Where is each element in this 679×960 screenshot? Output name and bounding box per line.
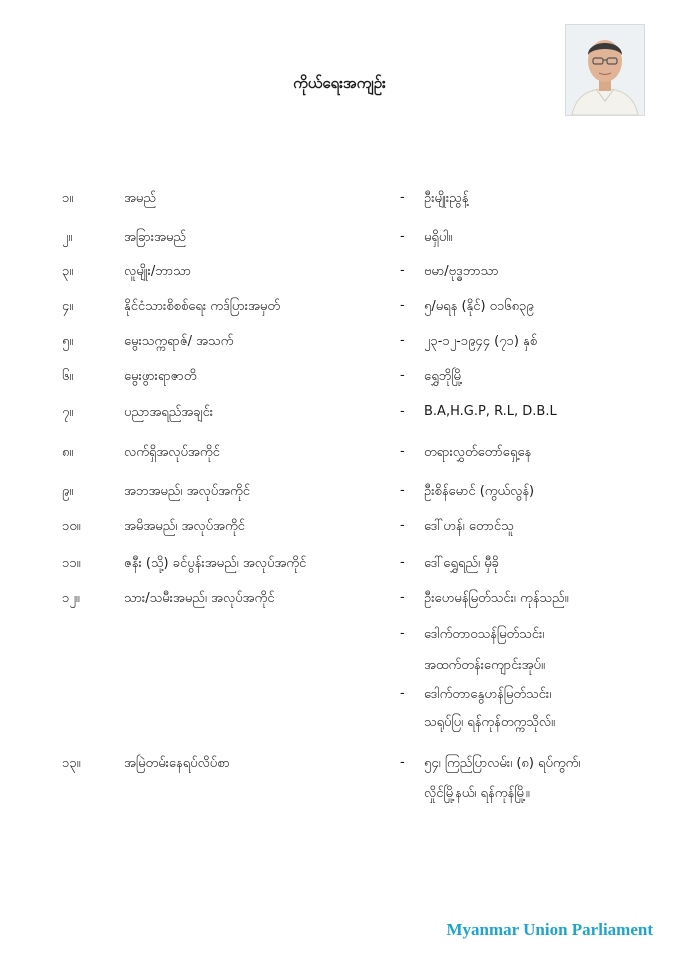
row-number: ၅။ bbox=[62, 334, 74, 349]
row-label: အမိအမည်၊ အလုပ်အကိုင် bbox=[124, 519, 245, 534]
row-number: ၁၃။ bbox=[62, 756, 81, 771]
row-value: မရှိပါ။ bbox=[424, 230, 453, 245]
row-number: ၈။ bbox=[62, 445, 74, 460]
row-value: ၅၄၊ ကြည်ပြာလမ်း၊ (၈) ရပ်ကွက်၊ bbox=[424, 756, 581, 771]
list-item bbox=[0, 190, 679, 216]
row-number: ၁၀။ bbox=[62, 519, 81, 534]
row-label: လက်ရှိအလုပ်အကိုင် bbox=[124, 445, 220, 460]
row-value: တရားလွှတ်တော်ရှေ့နေ bbox=[424, 445, 532, 460]
row-dash: - bbox=[400, 404, 405, 419]
row-value: အထက်တန်းကျောင်းအုပ်။ bbox=[424, 658, 545, 673]
row-label: မွေးဖွားရာဇာတိ bbox=[124, 369, 197, 384]
list-item bbox=[0, 590, 679, 616]
row-dash: - bbox=[400, 263, 405, 278]
list-item bbox=[0, 333, 679, 359]
row-number: ၃။ bbox=[62, 264, 74, 279]
row-value: ဒေါ်ဟန်၊ တောင်သူ bbox=[424, 519, 514, 534]
row-number: ၁၂။ bbox=[62, 591, 80, 606]
list-item bbox=[0, 755, 679, 781]
row-label: မွေးသက္ကရာဇ်/ အသက် bbox=[124, 334, 234, 349]
page-title: ကိုယ်ရေးအကျဉ်း bbox=[293, 74, 386, 92]
list-item bbox=[0, 686, 679, 712]
row-dash: - bbox=[400, 755, 405, 770]
portrait-photo bbox=[565, 24, 645, 116]
list-item bbox=[0, 555, 679, 581]
row-dash: - bbox=[400, 518, 405, 533]
list-item bbox=[0, 518, 679, 544]
row-dash: - bbox=[400, 444, 405, 459]
list-item bbox=[0, 444, 679, 470]
list-item bbox=[0, 626, 679, 652]
row-number: ၉။ bbox=[62, 484, 74, 499]
row-dash: - bbox=[400, 686, 405, 701]
row-value: ဦးစိန်မောင် (ကွယ်လွန်) bbox=[424, 484, 535, 499]
row-number: ၁၁။ bbox=[62, 556, 81, 571]
row-dash: - bbox=[400, 190, 405, 205]
row-label: ဇနီး (သို့) ခင်ပွန်းအမည်၊ အလုပ်အကိုင် bbox=[124, 556, 307, 571]
row-number: ၆။ bbox=[62, 369, 74, 384]
row-value: ဦးမျိုးညွန့် bbox=[424, 191, 469, 206]
list-item bbox=[0, 483, 679, 509]
row-value: ဒေါက်တာနွေဟန်မြတ်သင်း၊ bbox=[424, 687, 552, 702]
row-value: လှိုင်မြို့နယ်၊ ရန်ကုန်မြို့။ bbox=[424, 786, 530, 801]
row-number: ၂။ bbox=[62, 230, 73, 245]
list-item bbox=[0, 657, 679, 683]
row-number: ၇။ bbox=[62, 405, 74, 420]
portrait-image bbox=[566, 25, 644, 115]
row-value: ဒေါက်တာဝသန်မြတ်သင်း၊ bbox=[424, 627, 545, 642]
list-item bbox=[0, 404, 679, 430]
row-dash: - bbox=[400, 483, 405, 498]
list-item bbox=[0, 368, 679, 394]
row-dash: - bbox=[400, 590, 405, 605]
row-value: B.A,H.G.P, R.L, D.B.L bbox=[424, 404, 557, 419]
row-label: အဘအမည်၊ အလုပ်အကိုင် bbox=[124, 484, 250, 499]
row-label: နိုင်ငံသားစိစစ်ရေး ကဒ်ပြားအမှတ် bbox=[124, 299, 281, 314]
list-item bbox=[0, 714, 679, 740]
row-value: ရွှေဘိုမြို့ bbox=[424, 369, 463, 384]
row-label: လူမျိုး/ဘာသာ bbox=[124, 264, 191, 279]
row-value: ဗမာ/ဗုဒ္ဓဘာသာ bbox=[424, 264, 499, 279]
row-label: အခြားအမည် bbox=[124, 230, 187, 245]
row-label: သား/သမီးအမည်၊ အလုပ်အကိုင် bbox=[124, 591, 275, 606]
row-value: ဦးဟေမန်မြတ်သင်း၊ ကုန်သည်။ bbox=[424, 591, 569, 606]
row-number: ၁။ bbox=[62, 191, 74, 206]
list-item bbox=[0, 263, 679, 289]
row-value: ၂၃-၁၂-၁၉၄၄ (၇၁) နှစ် bbox=[424, 334, 538, 349]
row-dash: - bbox=[400, 298, 405, 313]
row-number: ၄။ bbox=[62, 299, 74, 314]
row-dash: - bbox=[400, 555, 405, 570]
list-item bbox=[0, 785, 679, 811]
row-dash: - bbox=[400, 229, 405, 244]
list-item bbox=[0, 229, 679, 255]
row-value: သရုပ်ပြ၊ ရန်ကုန်တက္ကသိုလ်။ bbox=[424, 715, 555, 730]
row-dash: - bbox=[400, 368, 405, 383]
row-label: ပညာအရည်အချင်း bbox=[124, 405, 214, 420]
row-dash: - bbox=[400, 333, 405, 348]
row-dash: - bbox=[400, 626, 405, 641]
row-value: ၅/မရန (နိုင်) ၀၁၆၈၃၉ bbox=[424, 299, 534, 314]
row-label: အမည် bbox=[124, 191, 156, 206]
row-label: အမြဲတမ်းနေရပ်လိပ်စာ bbox=[124, 756, 230, 771]
footer-watermark: Myanmar Union Parliament bbox=[446, 920, 653, 939]
list-item bbox=[0, 298, 679, 324]
row-value: ဒေါ်ရွှေရည်၊ မှီခို bbox=[424, 556, 499, 571]
